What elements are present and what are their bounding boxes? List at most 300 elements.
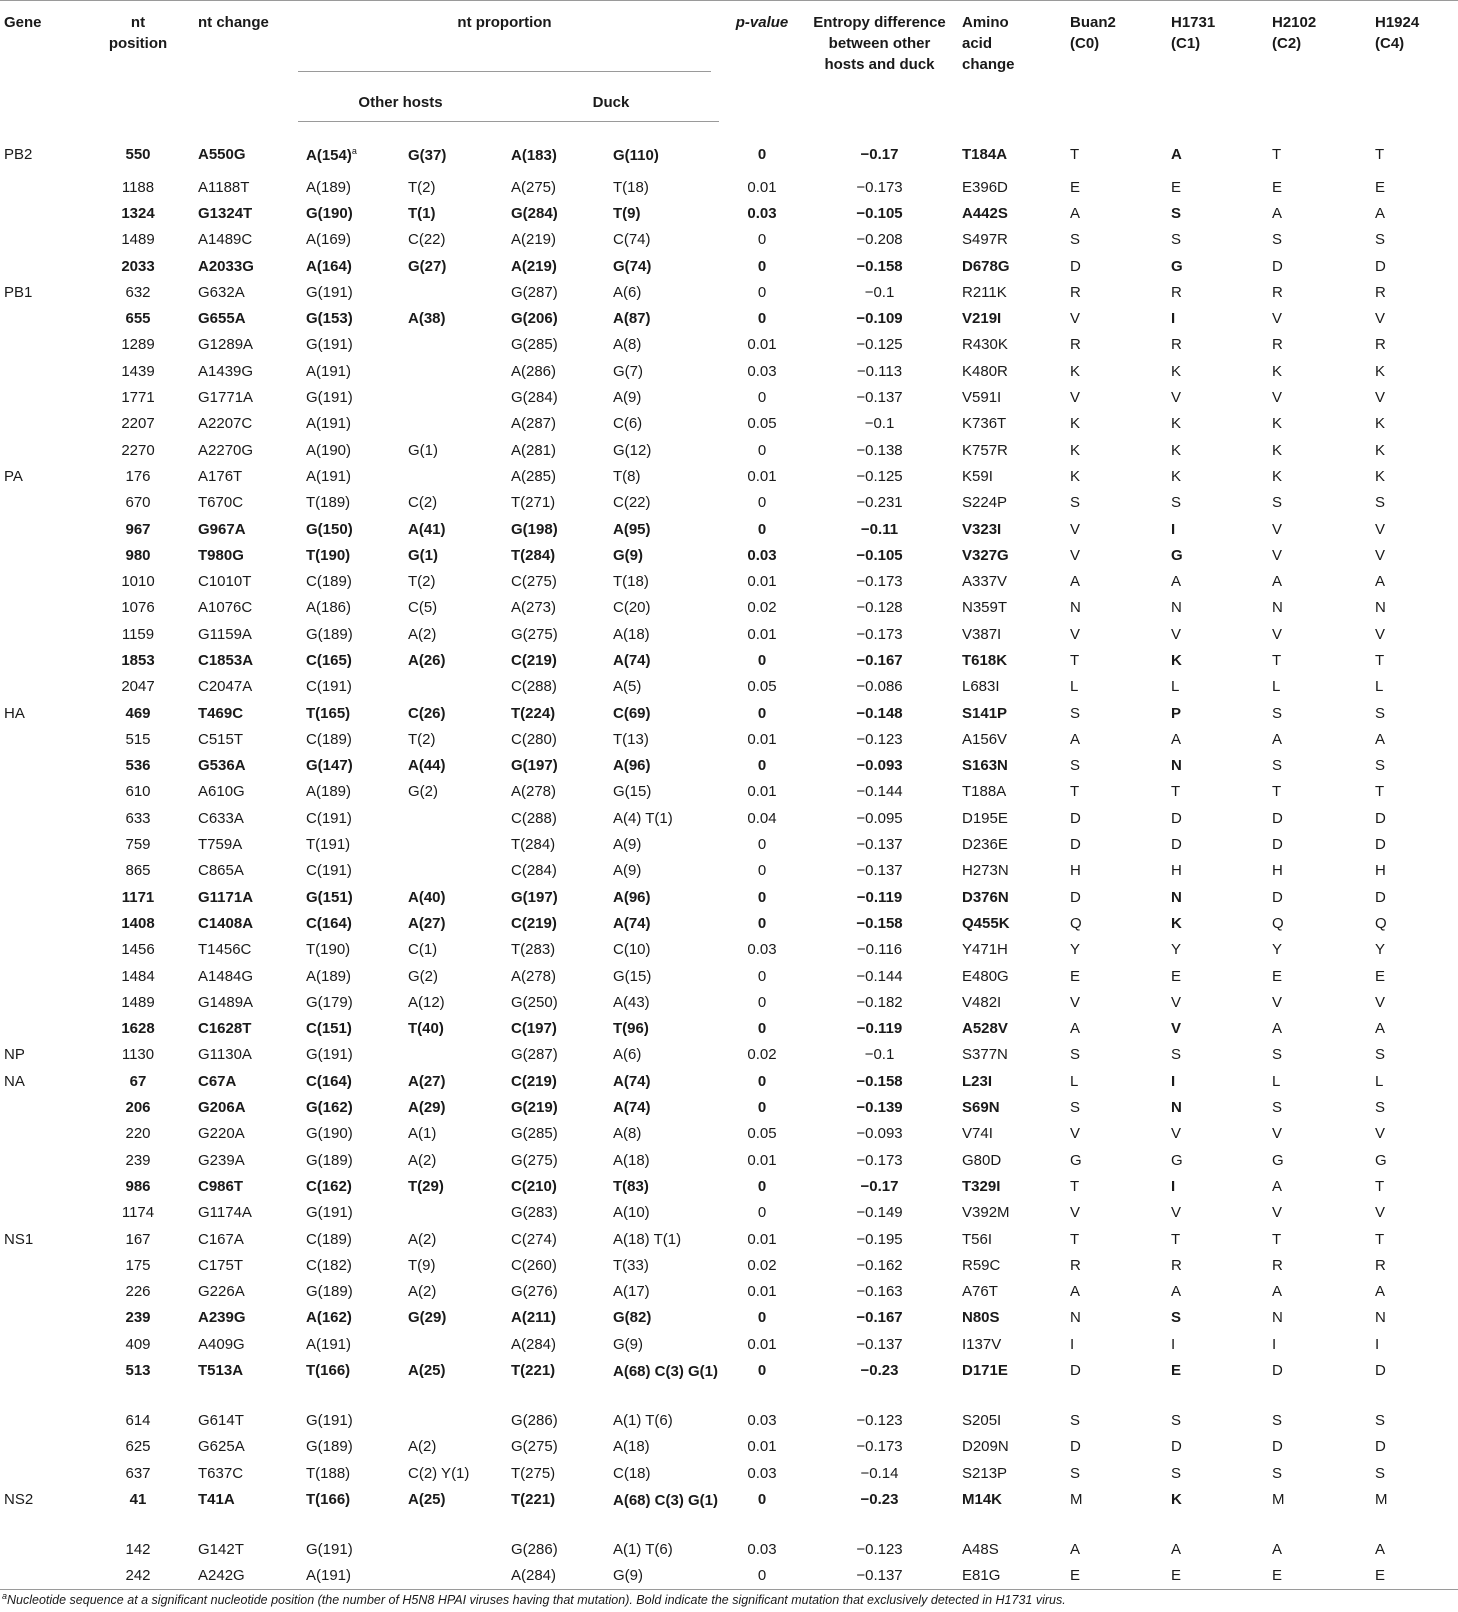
cell-text: A1484G xyxy=(198,967,254,985)
table-row xyxy=(0,647,1458,673)
cell-text: C2047A xyxy=(198,678,253,696)
col-buan2: Buan2 (C0) xyxy=(1070,14,1116,52)
cell-h1924 xyxy=(1367,411,1458,437)
cell-entropy xyxy=(805,437,954,463)
cell-other-major xyxy=(298,437,400,463)
cell-h2102 xyxy=(1264,1536,1367,1562)
cell-text: 670 xyxy=(125,494,151,512)
cell-text: D xyxy=(1070,257,1081,275)
cell-nt-change xyxy=(190,1536,298,1562)
cell-text: 206 xyxy=(125,1099,151,1117)
cell-text: G(15) xyxy=(613,783,652,801)
cell-nt-position xyxy=(86,1173,190,1199)
cell-nt-change xyxy=(190,1200,298,1226)
cell-entropy xyxy=(805,568,954,594)
cell-buan2 xyxy=(1062,1252,1163,1278)
cell-text: G1489A xyxy=(198,993,254,1011)
cell-text: 0.01 xyxy=(747,1283,777,1301)
cell-text: N xyxy=(1375,1309,1386,1327)
cell-text: R xyxy=(1070,336,1081,354)
cell-buan2 xyxy=(1062,1200,1163,1226)
cell-p-value xyxy=(719,1434,805,1460)
cell-h1924 xyxy=(1367,858,1458,884)
cell-other-major xyxy=(298,227,400,253)
cell-other-major xyxy=(298,1252,400,1278)
cell-h1731 xyxy=(1163,647,1264,673)
cell-other-major xyxy=(298,305,400,331)
cell-gene xyxy=(0,1173,86,1199)
cell-text: −0.173 xyxy=(856,1438,903,1456)
cell-duck-major xyxy=(503,1016,605,1042)
cell-text: S497R xyxy=(962,231,1008,249)
cell-text: G(250) xyxy=(511,993,558,1011)
cell-gene xyxy=(0,726,86,752)
cell-other-minor xyxy=(400,726,503,752)
cell-p-value xyxy=(719,1042,805,1068)
p-value-label: p-value xyxy=(735,14,789,31)
cell-duck-minor xyxy=(605,779,719,805)
cell-text: H xyxy=(1070,862,1081,880)
cell-text: 0.03 xyxy=(747,362,777,380)
cell-other-minor xyxy=(400,384,503,410)
cell-text: T(189) xyxy=(306,494,351,512)
cell-text: A xyxy=(1171,1540,1182,1558)
cell-text: −0.105 xyxy=(856,204,903,222)
cell-gene xyxy=(0,1434,86,1460)
cell-text: T xyxy=(1375,1230,1385,1248)
cell-text: Y xyxy=(1375,941,1386,959)
cell-entropy xyxy=(805,1407,954,1433)
cell-h2102 xyxy=(1264,989,1367,1015)
cell-h1731 xyxy=(1163,1536,1264,1562)
table-row xyxy=(0,174,1458,200)
cell-entropy xyxy=(805,779,954,805)
cell-text: T xyxy=(1375,146,1385,164)
cell-text: A(38) xyxy=(408,310,446,328)
cell-text: V392M xyxy=(962,1204,1010,1222)
cell-text: R xyxy=(1375,1256,1386,1274)
cell-duck-major xyxy=(503,805,605,831)
cell-duck-major xyxy=(503,1226,605,1252)
cell-text: A(41) xyxy=(408,520,446,538)
cell-text: A(1) xyxy=(408,1125,437,1143)
cell-h2102 xyxy=(1264,621,1367,647)
cell-text: C1853A xyxy=(198,651,254,669)
cell-duck-major xyxy=(503,122,605,175)
cell-text: V xyxy=(1272,1125,1283,1143)
cell-text: I xyxy=(1375,1335,1380,1353)
cell-h1731 xyxy=(1163,1357,1264,1407)
cell-text: T(275) xyxy=(511,1464,556,1482)
cell-other-minor xyxy=(400,1226,503,1252)
cell-text: V323I xyxy=(962,520,1002,538)
cell-text: T184A xyxy=(962,146,1008,164)
table-row xyxy=(0,1173,1458,1199)
cell-h1731 xyxy=(1163,1563,1264,1590)
cell-nt-change xyxy=(190,200,298,226)
cell-gene xyxy=(0,1147,86,1173)
cell-gene xyxy=(0,1121,86,1147)
cell-p-value xyxy=(719,937,805,963)
cell-h1924 xyxy=(1367,700,1458,726)
cell-other-minor xyxy=(400,937,503,963)
cell-duck-minor xyxy=(605,937,719,963)
cell-entropy xyxy=(805,411,954,437)
cell-text: A xyxy=(1375,1540,1386,1558)
cell-text: A(25) xyxy=(408,1491,446,1509)
cell-text: G(29) xyxy=(408,1309,447,1327)
cell-text: 986 xyxy=(125,1177,151,1195)
cell-text: G(2) xyxy=(408,967,438,985)
cell-buan2 xyxy=(1062,568,1163,594)
cell-h2102 xyxy=(1264,910,1367,936)
cell-text: C1408A xyxy=(198,914,254,932)
cell-text: R211K xyxy=(962,283,1007,301)
cell-h1924 xyxy=(1367,1563,1458,1590)
cell-aa-change xyxy=(954,700,1062,726)
cell-text: C1628T xyxy=(198,1020,252,1038)
cell-text: −0.11 xyxy=(860,520,899,538)
col-aa-change: Amino acid change xyxy=(962,14,1015,73)
cell-other-major xyxy=(298,1042,400,1068)
cell-text: G(198) xyxy=(511,520,558,538)
cell-text: V327G xyxy=(962,546,1009,564)
cell-text: A(6) xyxy=(613,283,642,301)
cell-text: A176T xyxy=(198,467,243,485)
cell-nt-change xyxy=(190,174,298,200)
cell-text: 239 xyxy=(125,1151,151,1169)
cell-buan2 xyxy=(1062,122,1163,175)
cell-entropy xyxy=(805,516,954,542)
cell-h2102 xyxy=(1264,411,1367,437)
cell-text: G80D xyxy=(962,1151,1002,1169)
cell-entropy xyxy=(805,1434,954,1460)
cell-gene xyxy=(0,621,86,647)
cell-text: E xyxy=(1375,1567,1386,1585)
cell-entropy xyxy=(805,1068,954,1094)
cell-text: A xyxy=(1272,1283,1283,1301)
cell-h1731 xyxy=(1163,174,1264,200)
cell-entropy xyxy=(805,174,954,200)
cell-text: V xyxy=(1070,625,1081,643)
cell-text: A(189) xyxy=(306,967,352,985)
cell-text: 1076 xyxy=(121,599,155,617)
cell-text: −0.137 xyxy=(856,1567,903,1585)
cell-gene xyxy=(0,332,86,358)
cell-text: S xyxy=(1171,1309,1182,1327)
cell-text: G(190) xyxy=(306,204,353,222)
cell-text: A(2) xyxy=(408,1283,437,1301)
cell-text: R430K xyxy=(962,336,1008,354)
cell-text: N359T xyxy=(962,599,1008,617)
cell-h1924 xyxy=(1367,490,1458,516)
cell-text: G(9) xyxy=(613,1567,643,1585)
cell-buan2 xyxy=(1062,253,1163,279)
cell-duck-minor xyxy=(605,621,719,647)
cell-text: T(18) xyxy=(613,178,649,196)
cell-other-major xyxy=(298,1094,400,1120)
cell-h2102 xyxy=(1264,1357,1367,1407)
cell-text: H xyxy=(1171,862,1182,880)
cell-text: K59I xyxy=(962,467,993,485)
cell-aa-change xyxy=(954,726,1062,752)
cell-entropy xyxy=(805,279,954,305)
cell-text: A(8) xyxy=(613,336,642,354)
cell-gene xyxy=(0,1331,86,1357)
cell-text: T xyxy=(1070,651,1080,669)
table-row xyxy=(0,1407,1458,1433)
cell-text: A(278) xyxy=(511,783,557,801)
cell-nt-position xyxy=(86,1486,190,1536)
cell-h1731 xyxy=(1163,279,1264,305)
cell-text: G(275) xyxy=(511,1438,558,1456)
cell-buan2 xyxy=(1062,989,1163,1015)
cell-entropy xyxy=(805,1486,954,1536)
cell-entropy xyxy=(805,963,954,989)
cell-aa-change xyxy=(954,647,1062,673)
table-row xyxy=(0,463,1458,489)
cell-other-minor xyxy=(400,1252,503,1278)
cell-text: V xyxy=(1171,1204,1182,1222)
cell-aa-change xyxy=(954,542,1062,568)
cell-nt-change xyxy=(190,805,298,831)
cell-h1924 xyxy=(1367,1200,1458,1226)
cell-nt-change xyxy=(190,884,298,910)
cell-nt-position xyxy=(86,1094,190,1120)
cell-text: S xyxy=(1375,757,1386,775)
cell-text: C(20) xyxy=(613,599,651,617)
cell-text: A(9) xyxy=(613,389,642,407)
cell-text: Q455K xyxy=(962,914,1010,932)
cell-h1731 xyxy=(1163,490,1264,516)
cell-h2102 xyxy=(1264,1278,1367,1304)
cell-p-value xyxy=(719,332,805,358)
cell-other-minor xyxy=(400,1357,503,1407)
cell-text: C(162) xyxy=(306,1177,352,1195)
cell-text: C633A xyxy=(198,809,244,827)
cell-other-major xyxy=(298,1357,400,1407)
cell-h2102 xyxy=(1264,1147,1367,1173)
cell-other-major xyxy=(298,253,400,279)
cell-text: K xyxy=(1171,441,1182,459)
cell-text: A(284) xyxy=(511,1567,557,1585)
cell-text: G(189) xyxy=(306,1283,353,1301)
cell-aa-change xyxy=(954,1173,1062,1199)
cell-text: K xyxy=(1070,362,1081,380)
col-p-value xyxy=(719,1,805,122)
cell-duck-major xyxy=(503,490,605,516)
table-row xyxy=(0,1121,1458,1147)
cell-duck-minor xyxy=(605,1460,719,1486)
cell-text: A(285) xyxy=(511,467,557,485)
cell-other-minor xyxy=(400,568,503,594)
cell-text: 0.01 xyxy=(747,1335,777,1353)
cell-text: T(190) xyxy=(306,941,351,959)
cell-text: A(18) T(1) xyxy=(613,1230,682,1248)
cell-text: G142T xyxy=(198,1540,244,1558)
cell-h1731 xyxy=(1163,1460,1264,1486)
cell-other-major xyxy=(298,490,400,516)
cell-text: S xyxy=(1171,231,1182,249)
cell-nt-change xyxy=(190,647,298,673)
cell-h2102 xyxy=(1264,174,1367,200)
cell-gene xyxy=(0,174,86,200)
table-row xyxy=(0,621,1458,647)
cell-nt-position xyxy=(86,490,190,516)
cell-aa-change xyxy=(954,200,1062,226)
cell-buan2 xyxy=(1062,1094,1163,1120)
cell-text: 2270 xyxy=(121,441,155,459)
cell-entropy xyxy=(805,858,954,884)
cell-text: C(165) xyxy=(306,651,352,669)
cell-text: −0.119 xyxy=(856,888,903,906)
cell-duck-major xyxy=(503,1094,605,1120)
cell-text: A xyxy=(1375,1020,1386,1038)
cell-aa-change xyxy=(954,805,1062,831)
cell-h2102 xyxy=(1264,647,1367,673)
table-row xyxy=(0,542,1458,568)
cell-duck-major xyxy=(503,989,605,1015)
cell-text: 1408 xyxy=(121,914,155,932)
cell-text: D xyxy=(1375,888,1386,906)
cell-text: E xyxy=(1070,178,1081,196)
cell-text: C(189) xyxy=(306,1230,352,1248)
cell-text: K xyxy=(1272,467,1283,485)
cell-p-value xyxy=(719,174,805,200)
cell-text: M xyxy=(1375,1491,1388,1509)
cell-text: H273N xyxy=(962,862,1009,880)
cell-text: 865 xyxy=(125,862,151,880)
cell-text: A(5) xyxy=(613,678,642,696)
cell-text: C(260) xyxy=(511,1256,557,1274)
cell-entropy xyxy=(805,332,954,358)
cell-other-major xyxy=(298,779,400,805)
cell-other-minor xyxy=(400,858,503,884)
cell-h1924 xyxy=(1367,595,1458,621)
cell-text: S163N xyxy=(962,757,1008,775)
cell-text: C(191) xyxy=(306,678,352,696)
cell-entropy xyxy=(805,305,954,331)
cell-buan2 xyxy=(1062,1407,1163,1433)
cell-text: 0.02 xyxy=(747,1046,777,1064)
cell-text: −0.139 xyxy=(856,1099,903,1117)
cell-duck-minor xyxy=(605,437,719,463)
cell-nt-position xyxy=(86,516,190,542)
cell-h2102 xyxy=(1264,200,1367,226)
cell-entropy xyxy=(805,1278,954,1304)
cell-h1731 xyxy=(1163,1042,1264,1068)
cell-duck-major xyxy=(503,1305,605,1331)
cell-entropy xyxy=(805,937,954,963)
cell-text: 67 xyxy=(129,1072,147,1090)
cell-other-major xyxy=(298,1016,400,1042)
cell-nt-position xyxy=(86,989,190,1015)
cell-duck-major xyxy=(503,779,605,805)
cell-gene xyxy=(0,805,86,831)
cell-text: V xyxy=(1375,625,1386,643)
cell-buan2 xyxy=(1062,753,1163,779)
cell-text: A xyxy=(1070,573,1081,591)
cell-text: S xyxy=(1375,1412,1386,1429)
cell-text: A xyxy=(1070,1283,1081,1301)
table-row xyxy=(0,1460,1458,1486)
col-gene: Gene xyxy=(4,14,42,31)
cell-text: V xyxy=(1171,625,1182,643)
cell-duck-minor xyxy=(605,1407,719,1433)
cell-nt-position xyxy=(86,1200,190,1226)
cell-text: K xyxy=(1070,441,1081,459)
cell-nt-change xyxy=(190,726,298,752)
cell-h1731 xyxy=(1163,1094,1264,1120)
cell-text: G(82) xyxy=(613,1309,652,1327)
table-row xyxy=(0,937,1458,963)
cell-text: A(278) xyxy=(511,967,557,985)
cell-gene xyxy=(0,1563,86,1590)
cell-text: G(2) xyxy=(408,783,438,801)
cell-text: G1174A xyxy=(198,1204,252,1222)
cell-gene xyxy=(0,1042,86,1068)
cell-gene xyxy=(0,831,86,857)
cell-gene xyxy=(0,411,86,437)
cell-text: C(284) xyxy=(511,862,557,880)
cell-duck-minor xyxy=(605,490,719,516)
cell-text: S xyxy=(1375,1099,1386,1117)
cell-h2102 xyxy=(1264,463,1367,489)
cell-text: G(191) xyxy=(306,1046,353,1064)
cell-other-major xyxy=(298,910,400,936)
cell-aa-change xyxy=(954,1200,1062,1226)
cell-other-major xyxy=(298,647,400,673)
cell-text: 0.04 xyxy=(747,809,777,827)
cell-other-major xyxy=(298,384,400,410)
cell-text: A xyxy=(1070,1020,1081,1038)
cell-text: T(13) xyxy=(613,730,649,748)
cell-text: R xyxy=(1272,1256,1283,1274)
cell-text: G239A xyxy=(198,1151,245,1169)
cell-buan2 xyxy=(1062,1305,1163,1331)
cell-other-major xyxy=(298,1226,400,1252)
cell-text: T980G xyxy=(198,546,244,564)
cell-h1924 xyxy=(1367,1173,1458,1199)
table-row xyxy=(0,1278,1458,1304)
cell-text: C(5) xyxy=(408,599,438,617)
cell-text: S xyxy=(1272,1412,1283,1429)
cell-p-value xyxy=(719,1563,805,1590)
cell-duck-major xyxy=(503,1563,605,1590)
cell-text: G(147) xyxy=(306,757,353,775)
table-row xyxy=(0,1331,1458,1357)
cell-nt-position xyxy=(86,227,190,253)
cell-text: G(110) xyxy=(613,146,659,164)
cell-h2102 xyxy=(1264,1042,1367,1068)
cell-text: G xyxy=(1171,257,1183,275)
cell-h2102 xyxy=(1264,1226,1367,1252)
cell-h1731 xyxy=(1163,437,1264,463)
cell-nt-position xyxy=(86,305,190,331)
cell-text: N xyxy=(1272,599,1283,617)
cell-text: V xyxy=(1070,993,1081,1011)
cell-h1731 xyxy=(1163,963,1264,989)
cell-text: T(284) xyxy=(511,546,556,564)
cell-h1924 xyxy=(1367,1016,1458,1042)
cell-entropy xyxy=(805,122,954,175)
cell-text: C(69) xyxy=(613,704,651,722)
cell-duck-major xyxy=(503,1486,605,1536)
cell-text: 1171 xyxy=(121,888,155,906)
table-row xyxy=(0,700,1458,726)
cell-text: S377N xyxy=(962,1046,1008,1064)
cell-text: I137V xyxy=(962,1335,1002,1353)
